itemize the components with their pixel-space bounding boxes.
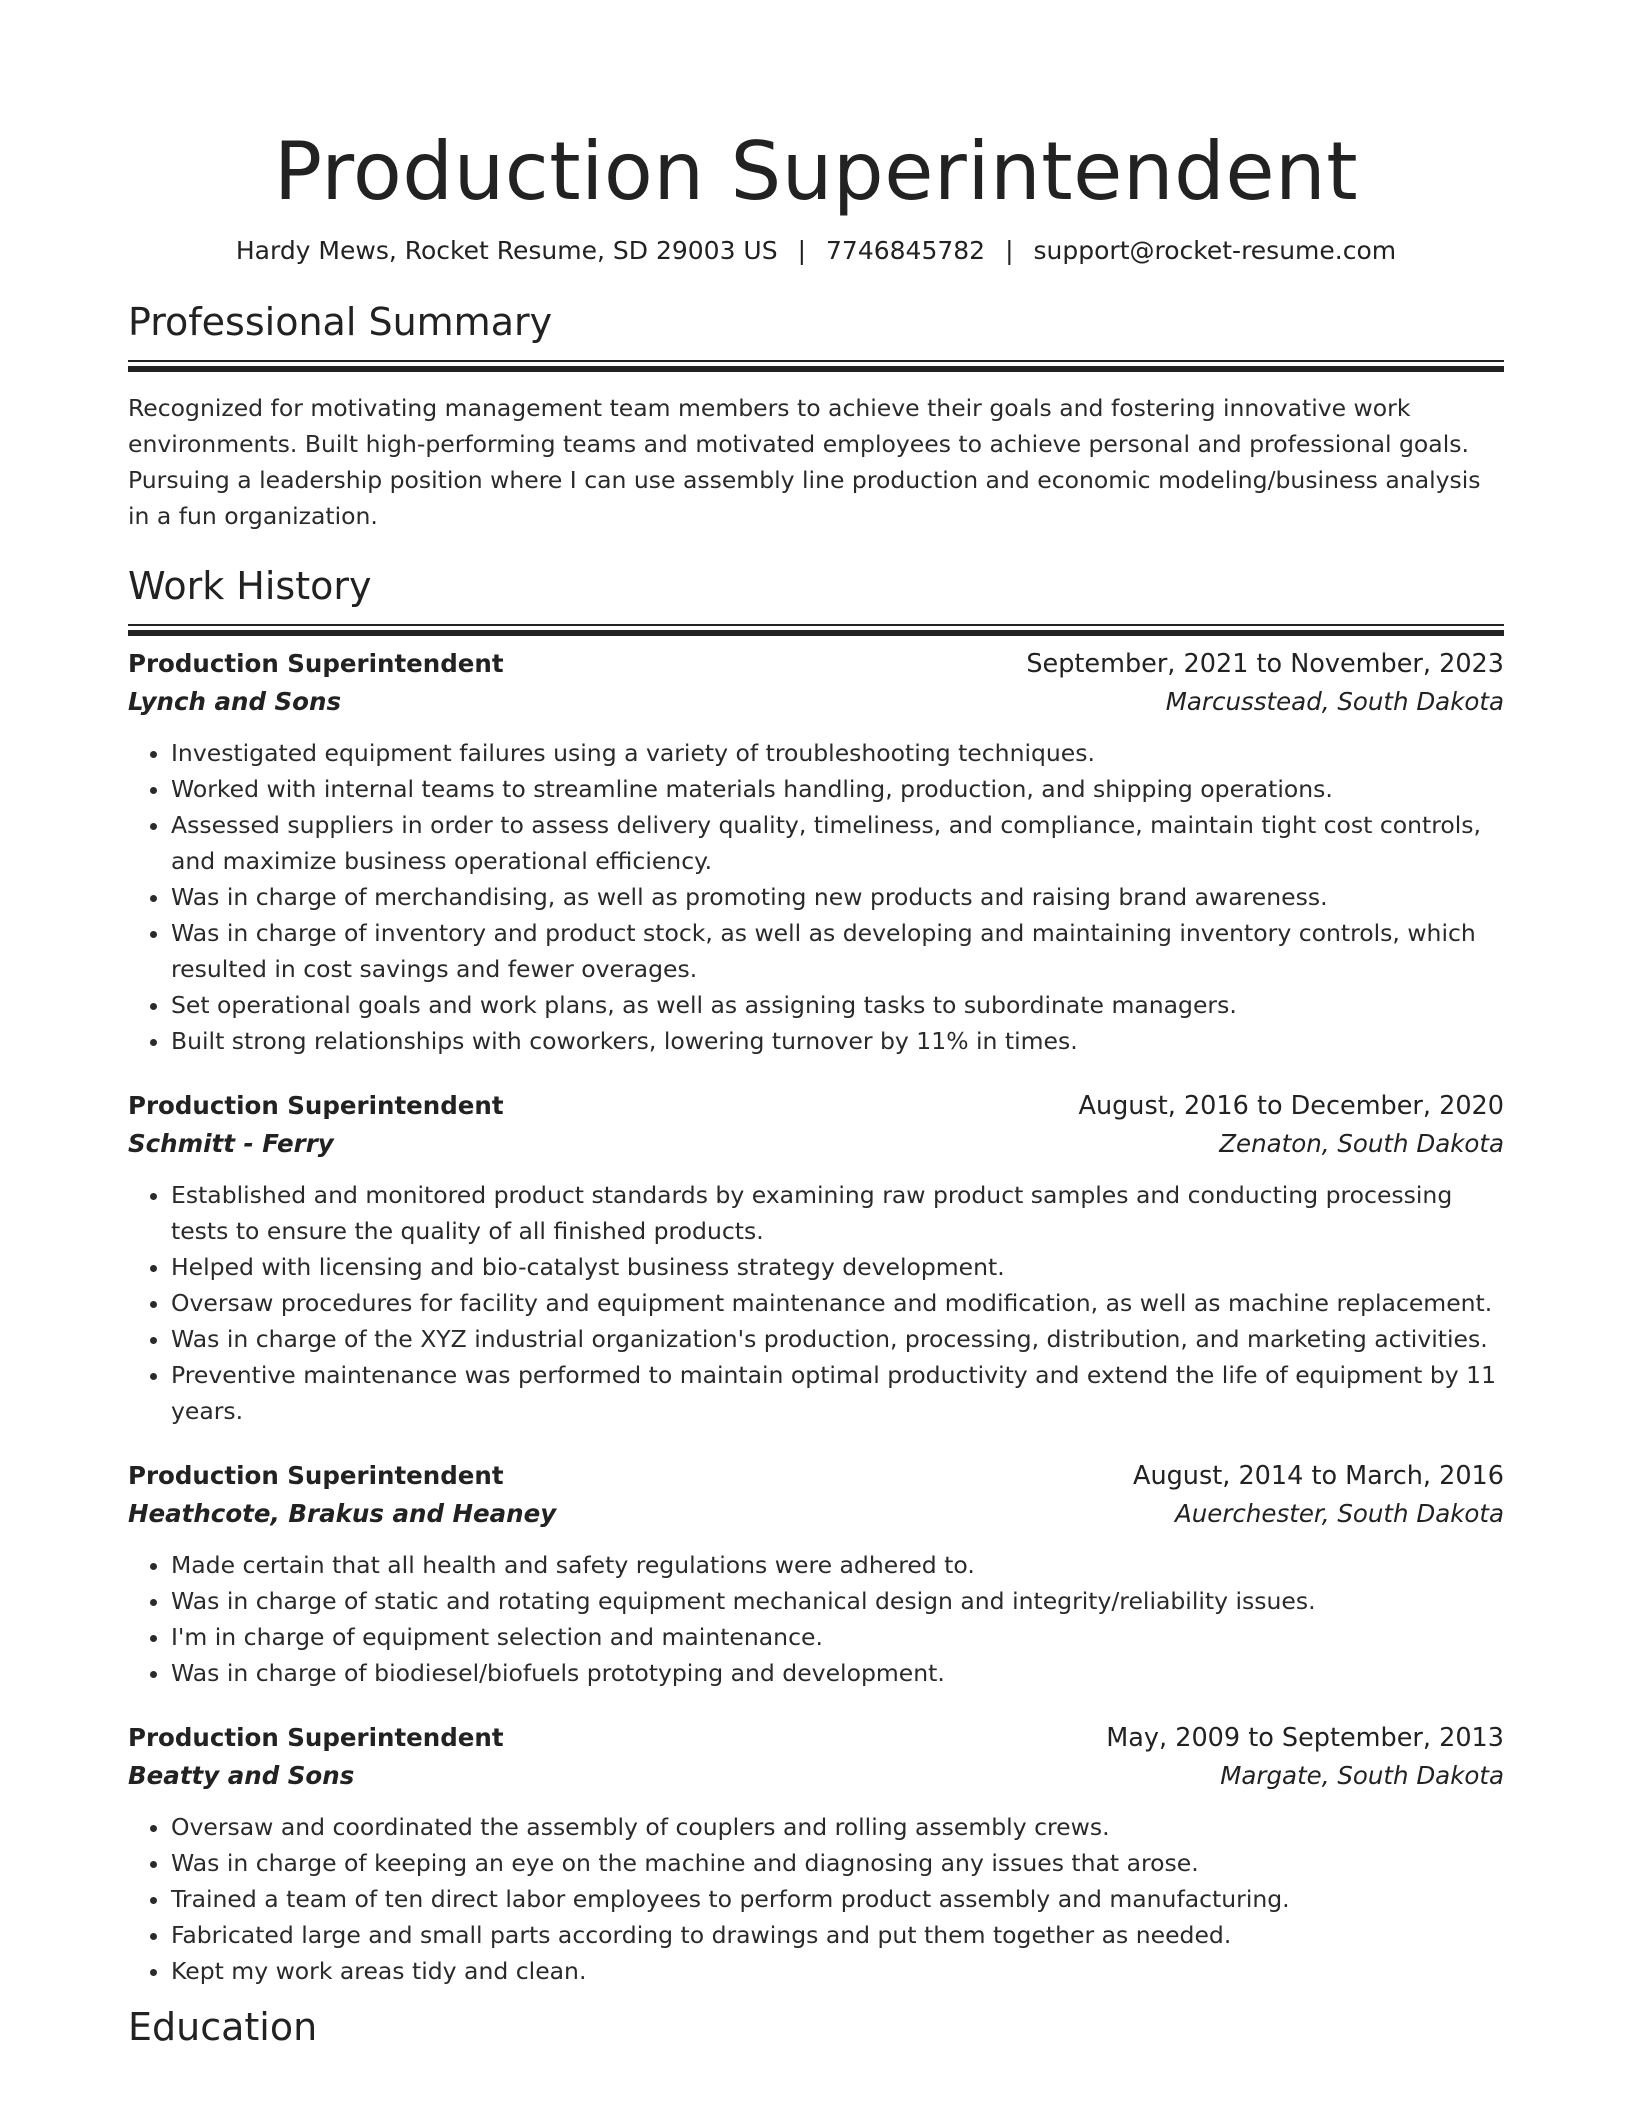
job-company: Heathcote, Brakus and Heaney <box>128 1499 557 1528</box>
job-bullet: • Oversaw and coordinated the assembly of couplers and rolling assembly crews. <box>171 1809 1504 1845</box>
summary-section <box>128 298 1504 534</box>
job-header <box>128 1457 1504 1495</box>
job-bullet: • Was in charge of the XYZ industrial organization's production, processing, distribution, and marketing activities. <box>171 1321 1504 1357</box>
job-title: Production Superintendent <box>128 649 504 678</box>
job-bullet: • Was in charge of inventory and product stock, as well as developing and maintaining inventory controls, which resulted in cost savings and fewer overages. <box>171 915 1504 987</box>
summary-text: Recognized for motivating management team members to achieve their goals and fostering innovative work environments. Built high-performing teams and motivated employees to achieve personal and professional goals. Pursuing a leadership position where I can use assembly line production and economic modeling/business analysis in a fun organization. <box>128 394 1481 530</box>
job-bullet: • Was in charge of static and rotating equipment mechanical design and integrity/reliability issues. <box>171 1583 1504 1619</box>
job-company: Beatty and Sons <box>128 1761 355 1790</box>
job-title: Production Superintendent <box>128 1091 504 1120</box>
contact-email: support@rocket-resume.com <box>1033 236 1397 265</box>
job-bullets <box>128 735 1504 1059</box>
job-bullet: • Fabricated large and small parts according to drawings and put them together as needed. <box>171 1917 1504 1953</box>
job-entry <box>128 1719 1504 1989</box>
job-bullets <box>128 1547 1504 1691</box>
job-bullet: • I'm in charge of equipment selection and maintenance. <box>171 1619 1504 1655</box>
contact-line <box>128 234 1504 268</box>
job-bullet: • Was in charge of merchandising, as well as promoting new products and raising brand awareness. <box>171 879 1504 915</box>
resume-title: Production Superintendent <box>273 125 1359 218</box>
job-entry <box>128 1087 1504 1429</box>
job-location: Marcusstead, South Dakota <box>1165 687 1504 716</box>
job-dates: August, 2014 to March, 2016 <box>1133 1461 1504 1491</box>
work-history-heading: Work History <box>128 564 372 608</box>
job-bullet: • Was in charge of keeping an eye on the machine and diagnosing any issues that arose. <box>171 1845 1504 1881</box>
job-subheader <box>128 1495 1504 1533</box>
job-bullets <box>128 1809 1504 1989</box>
resume-page <box>128 0 1504 2051</box>
job-bullet: • Kept my work areas tidy and clean. <box>171 1953 1504 1989</box>
job-subheader <box>128 1125 1504 1163</box>
contact-phone: 7746845782 <box>826 236 986 265</box>
job-header <box>128 1719 1504 1757</box>
job-title: Production Superintendent <box>128 1723 504 1752</box>
education-section <box>128 2003 1504 2051</box>
contact-address: Hardy Mews, Rocket Resume, SD 29003 US <box>235 236 778 265</box>
job-company: Lynch and Sons <box>128 687 342 716</box>
summary-heading: Professional Summary <box>128 300 553 344</box>
job-subheader <box>128 1757 1504 1795</box>
job-bullet: • Made certain that all health and safety regulations were adhered to. <box>171 1547 1504 1583</box>
job-bullet: • Was in charge of biodiesel/biofuels prototyping and development. <box>171 1655 1504 1691</box>
job-bullet: • Helped with licensing and bio-catalyst business strategy development. <box>171 1249 1504 1285</box>
job-location: Auerchester, South Dakota <box>1174 1499 1504 1528</box>
contact-separator: | <box>797 236 807 265</box>
job-bullet: • Established and monitored product standards by examining raw product samples and conducting processing tests to ensure the quality of all finished products. <box>171 1177 1504 1249</box>
job-bullet: • Built strong relationships with coworkers, lowering turnover by 11% in times. <box>171 1023 1504 1059</box>
job-subheader <box>128 683 1504 721</box>
education-heading: Education <box>128 2005 318 2049</box>
job-bullets <box>128 1177 1504 1429</box>
job-bullet: • Investigated equipment failures using a variety of troubleshooting techniques. <box>171 735 1504 771</box>
job-title: Production Superintendent <box>128 1461 504 1490</box>
work-history-section <box>128 562 1504 1989</box>
section-divider <box>128 624 1504 626</box>
job-dates: September, 2021 to November, 2023 <box>1026 649 1504 679</box>
job-dates: August, 2016 to December, 2020 <box>1078 1091 1504 1121</box>
job-location: Margate, South Dakota <box>1220 1761 1504 1790</box>
job-entry <box>128 645 1504 1059</box>
section-divider <box>128 360 1504 362</box>
job-dates: May, 2009 to September, 2013 <box>1106 1723 1504 1753</box>
job-entry <box>128 1457 1504 1691</box>
job-header <box>128 1087 1504 1125</box>
job-bullet: • Set operational goals and work plans, as well as assigning tasks to subordinate managers. <box>171 987 1504 1023</box>
job-bullet: • Assessed suppliers in order to assess delivery quality, timeliness, and compliance, maintain tight cost controls, and maximize business operational efficiency. <box>171 807 1504 879</box>
job-header <box>128 645 1504 683</box>
job-bullet: • Oversaw procedures for facility and equipment maintenance and modification, as well as machine replacement. <box>171 1285 1504 1321</box>
job-bullet: • Preventive maintenance was performed to maintain optimal productivity and extend the life of equipment by 11 years. <box>171 1357 1504 1429</box>
job-bullet: • Trained a team of ten direct labor employees to perform product assembly and manufacturing. <box>171 1881 1504 1917</box>
job-company: Schmitt - Ferry <box>128 1129 334 1158</box>
job-bullet: • Worked with internal teams to streamline materials handling, production, and shipping operations. <box>171 771 1504 807</box>
contact-separator: | <box>1005 236 1014 265</box>
job-location: Zenaton, South Dakota <box>1219 1129 1504 1158</box>
